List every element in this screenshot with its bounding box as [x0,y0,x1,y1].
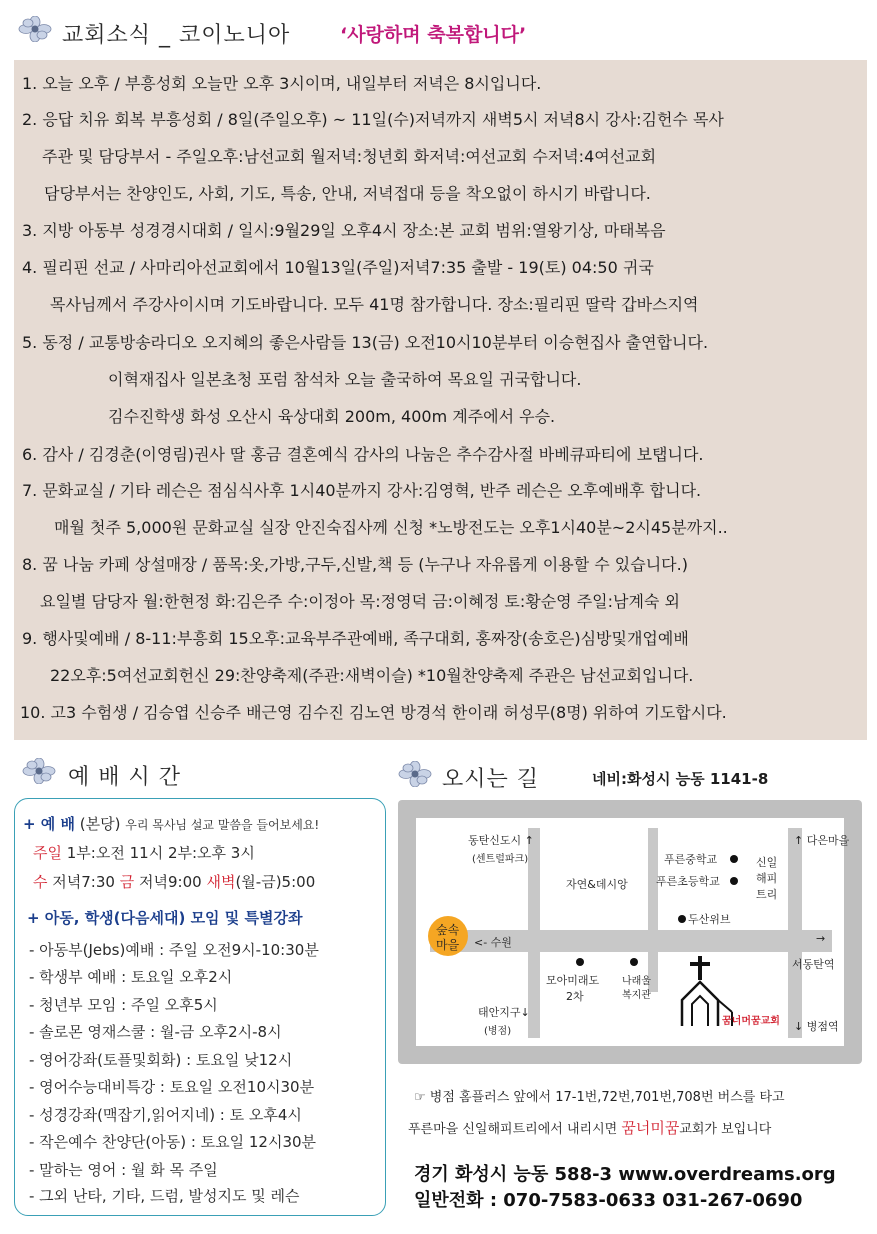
news-line: 2. 응답 치유 회복 부흥성회 / 8일(주일오후) ~ 11일(수)저녁까지 새벽5시 저녁8시 강사:김헌수 목사 [22,110,724,129]
map-road-vertical-right [788,828,802,1038]
news-line: 담당부서는 찬양인도, 사회, 기도, 특송, 안내, 저녁접대 등을 착오없이 하시기 바랍니다. [44,184,651,203]
fri-time: 저녁9:00 [139,873,202,891]
news-line: 5. 동정 / 교통방송라디오 오지혜의 좋은사람들 13(금) 오전10시10분부터 이승현집사 출연합니다. [22,333,709,352]
news-line: 7. 문화교실 / 기타 레슨은 점심식사후 1시40분까지 강사:김영혁, 반주 레슨은 오후예배후 합니다. [22,481,702,500]
news-line: 목사님께서 주강사이시며 기도바랍니다. 모두 41명 참가합니다. 장소:필리핀 딸락 갑바스지역 [50,295,699,314]
program-item: - 말하는 영어 : 월 화 목 주일 [29,1161,218,1179]
news-line: 4. 필리핀 선교 / 사마리아선교회에서 10월13일(주일)저녁7:35 출발 - 19(토) 04:50 귀국 [22,258,654,277]
map-label-forest: 마을 [436,938,460,952]
worship-main-line [23,813,319,834]
bus-church-name: 꿈너미꿈 [621,1119,680,1137]
program-item: - 영어수능대비특강 : 토요일 오전10시30분 [29,1078,315,1096]
doosan-dot [678,915,686,923]
map [416,818,850,1046]
worship-sub-heading [27,907,302,928]
moamirae-dot [576,958,584,966]
map-label-forest: 숲속 [436,923,460,937]
weekday-line [33,871,315,892]
map-label-seodongtan: 서동탄역 [792,958,835,971]
news-line: 김수진학생 화성 오산시 육상대회 200m, 400m 계주에서 우승. [108,407,556,426]
map-label-nature: 자연&데시앙 [566,878,628,891]
flower-icon [18,16,52,42]
flower-icon [398,761,432,787]
map-label-church: 꿈너머꿈교회 [722,1016,780,1027]
school-dot [730,877,738,885]
news-line: 주관 및 담당부서 - 주일오후:남선교회 월저녁:청년회 화저녁:여선교회 수저녁:4여선교회 [42,147,657,166]
worship-title: 예 배 시 간 [68,765,181,790]
dawn-time: (월-금)5:00 [235,873,316,891]
worship-main-note: 우리 목사님 설교 말씀을 들어보세요! [125,818,320,832]
school-dot [730,855,738,863]
program-item: - 성경강좌(맥잡기,읽어지네) : 토 오후4시 [29,1106,302,1124]
map-label-suwon: <- 수원 [474,936,512,949]
map-label-moamirae: 모아미래도 [546,974,600,987]
news-line: 9. 행사및예배 / 8-11:부흥회 15오후:교육부주관예배, 족구대회, 홍짜장(송호은)심방및개업예배 [22,629,689,648]
bus-line2-pre: 푸른마을 신일해피트리에서 내리시면 [408,1122,618,1137]
news-line: 10. 고3 수험생 / 김승엽 신승주 배근영 김수진 김노연 방경석 한이래 허성무(8명) 위하여 기도합시다. [20,703,727,722]
motto-text: ‘사랑하며 축복합니다’ [340,24,527,46]
worship-main-heading: + 예 배 [23,815,75,833]
dawn-label: 새벽 [206,873,236,891]
sunday-line [33,842,255,863]
news-line: 22오후:5여선교회헌신 29:찬양축제(주관:새벽이슬) *10월찬양축제 주관은 남선교회입니다. [50,666,694,685]
program-item: - 솔로몬 영재스쿨 : 월-금 오후2시-8시 [29,1023,282,1041]
map-label-middle-school: 푸른중학교 [664,853,718,866]
map-label-sinil: 해피 [756,872,778,885]
map-label-sinil: 신일 [756,856,778,869]
map-label-dawn-village: ↑ 다은마을 [794,834,850,847]
worship-main-place: (본당) [79,815,121,833]
map-label-moamirae: 2차 [566,990,584,1003]
map-frame [398,800,862,1064]
program-item: - 학생부 예배 : 토요일 오후2시 [29,968,233,986]
news-title: 교회소식 _ 코이노니아 [62,23,291,48]
bus-directions: ☞ 병점 홈플러스 앞에서 17-1번,72번,701번,708번 버스를 타고 [414,1090,785,1105]
news-line: 이혁재집사 일본초청 포럼 참석차 오늘 출국하여 목요일 귀국합니다. [108,370,582,389]
map-label-elem-school: 푸른초등학교 [656,875,720,888]
map-label-central-park: (센트럴파크) [472,854,529,865]
program-item: - 작은예수 찬양단(아동) : 토요일 12시30분 [29,1133,317,1151]
wed-time: 저녁7:30 [52,873,115,891]
map-label-welfare: 복지관 [622,990,651,1001]
map-label-sinil: 트리 [756,888,778,901]
bus-line2-post: 교회가 보입니다 [679,1122,772,1137]
sunday-label: 주일 [33,844,62,862]
church-phone: 일반전화 : 070-7583-0633 031-267-0690 [414,1190,803,1211]
map-label-dongtan: 동탄신도시 ↑ [468,834,534,847]
navi-address: 네비:화성시 능동 1141-8 [592,770,769,788]
news-line: 3. 지방 아동부 성경경시대회 / 일시:9월29일 오후4시 장소:본 교회 범위:열왕기상, 마태복음 [22,221,666,240]
map-label-welfare: 나래울 [622,976,651,987]
fri-label: 금 [119,873,135,891]
map-label-taean: (병점) [484,1026,512,1037]
welfare-dot [630,958,638,966]
wed-label: 수 [33,873,48,891]
flower-icon [22,758,56,784]
worship-box [14,798,386,1216]
directions-title: 오시는 길 [442,767,540,792]
worship-sub-heading-text: + 아동, 학생(다음세대) 모임 및 특별강좌 [27,909,303,927]
map-arrow-east: → [816,932,826,945]
program-item: - 영어강좌(토플및회화) : 토요일 낮12시 [29,1051,293,1069]
map-label-taean: 태안지구↓ [478,1006,530,1019]
map-label-byeongjeom: ↓ 병점역 [794,1020,839,1033]
news-line: 매월 첫주 5,000원 문화교실 실장 안진숙집사께 신청 *노방전도는 오후1시40분~2시45분까지.. [54,518,728,537]
news-box [14,60,867,740]
news-line: 1. 오늘 오후 / 부흥성회 오늘만 오후 3시이며, 내일부터 저녁은 8시입니다. [22,74,542,93]
bus-directions-2 [408,1117,771,1138]
news-line: 6. 감사 / 김경춘(이영림)권사 딸 홍금 결혼예식 감사의 나눔은 추수감사절 바베큐파티에 보탭니다. [22,445,704,464]
news-line: 요일별 담당자 월:한현정 화:김은주 수:이정아 목:정영덕 금:이혜정 토:황순영 주일:남계숙 외 [40,592,680,611]
program-item: - 청년부 모임 : 주일 오후5시 [29,996,218,1014]
sunday-times: 1부:오전 11시 2부:오후 3시 [66,844,255,862]
news-line: 8. 꿈 나눔 카페 상설매장 / 품목:옷,가방,구두,신발,책 등 (누구나 자유롭게 이용할 수 있습니다.) [22,555,688,574]
church-address: 경기 화성시 능동 588-3 www.overdreams.org [414,1164,836,1185]
map-label-doosan: 두산위브 [688,913,731,926]
program-item: - 아동부(Jebs)예배 : 주일 오전9시-10:30분 [29,941,319,959]
program-item: - 그외 난타, 기타, 드럼, 발성지도 및 레슨 [29,1187,300,1205]
